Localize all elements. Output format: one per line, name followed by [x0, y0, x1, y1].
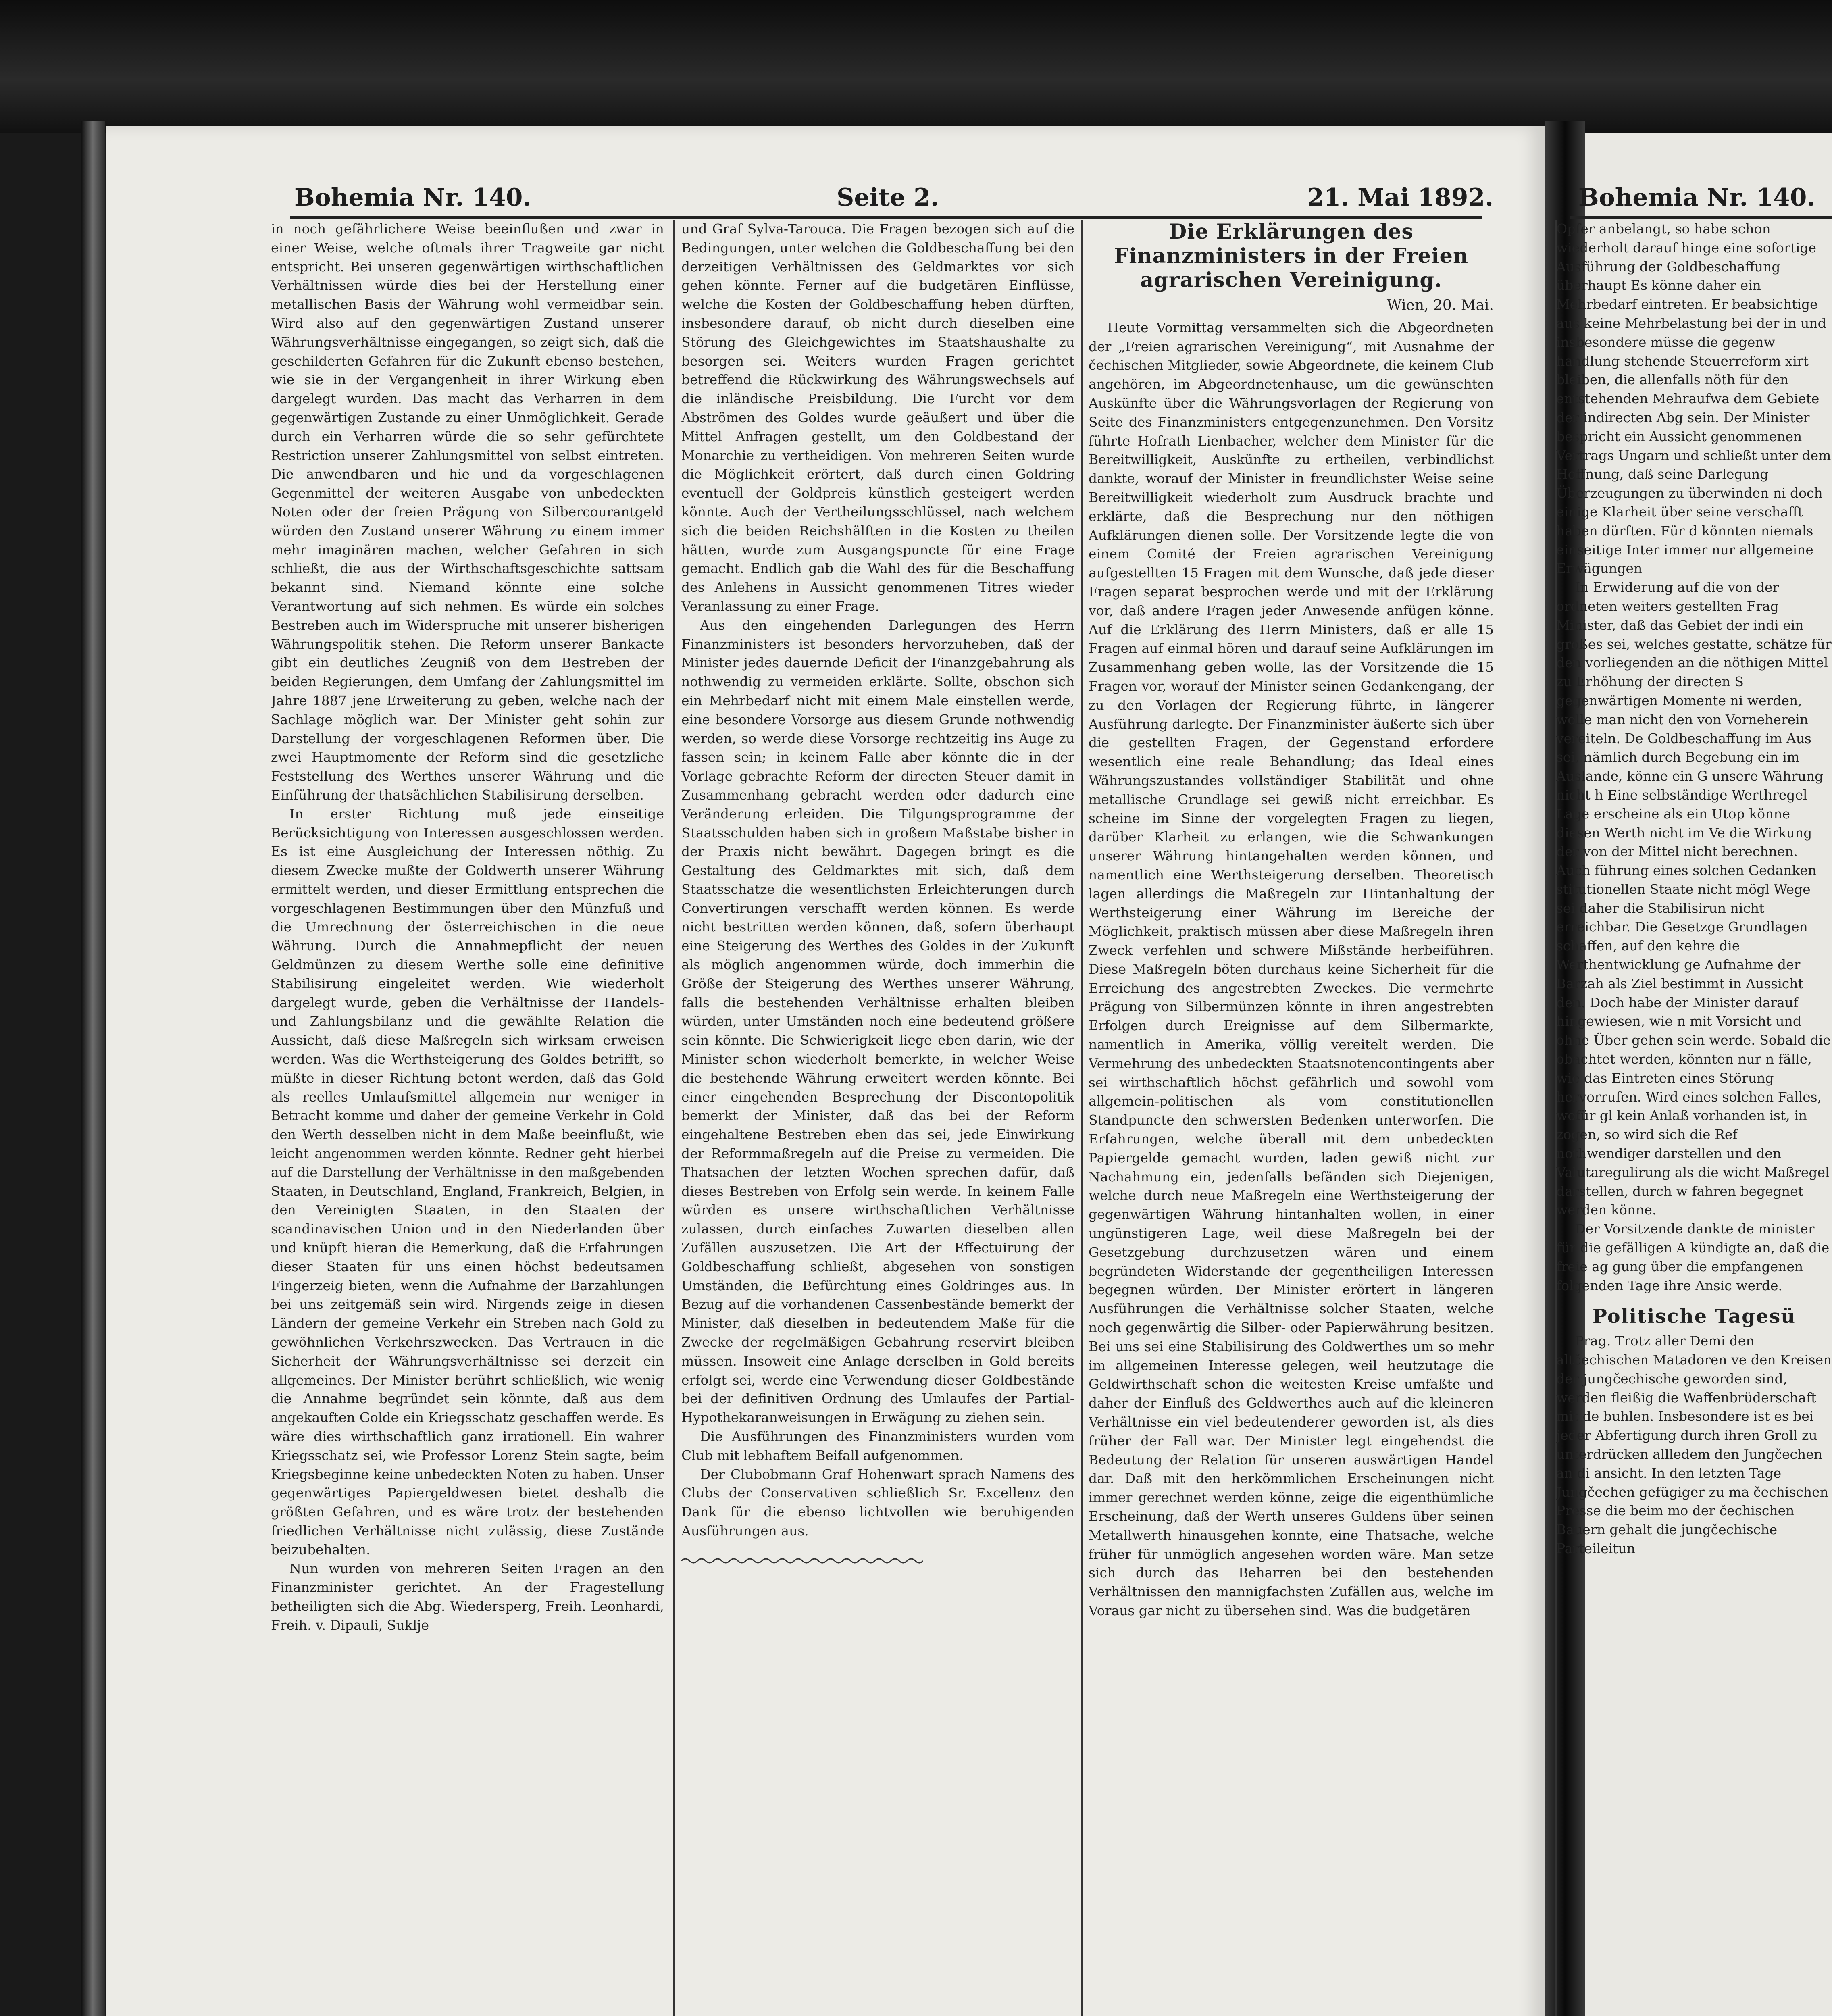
column-divider [673, 220, 675, 2016]
header-date: 21. Mai 1892. [1307, 183, 1494, 212]
paragraph: Der Vorsitzende dankte de minister für die gefälligen A kündigte an, daß die freie ag gung über die empfangenen folgenden Tage ihre Ansic werde. [1556, 1221, 1830, 1293]
column-divider [1081, 220, 1083, 2016]
header-page-number: Seite 2. [837, 183, 939, 212]
header-rule [290, 216, 1482, 219]
header-paper-name: Bohemia Nr. 140. [294, 183, 531, 212]
paragraph: Der Clubobmann Graf Hohenwart sprach Namens des Clubs der Conservativen schließlich Sr. Excellenz den Dank für die ebenso lichtvollen wie beruhigenden Ausführungen aus. [681, 1466, 1074, 1539]
paragraph: und Graf Sylva-Tarouca. Die Fragen bezogen sich auf die Bedingungen, unter welchen die Goldbeschaffung bei den derzeitigen Verhältnissen des Geldmarktes vor sich gehen könnte. Ferner auf die budgetären Einflüsse, welche die Kosten der Goldbeschaffung heben dürften, insbesondere darauf, ob nicht durch dieselben eine Störung des Gleichgewichtes im Staatshaushalte zu besorgen sei. Weiters wurden Fragen gerichtet betreffend die Rückwirkung des Währungswechsels auf die inländische Preisbildung. Die Furcht vor dem Abströmen des Goldes wurde geäußert und über die Mittel Anfragen gestellt, um den Goldbestand der Monarchie zu vertheidigen. Von mehreren Seiten wurde die Möglichkeit erörtert, daß durch einen Goldring eventuell der Goldpreis künstlich gesteigert werden könnte. Auch der Vertheilungsschlüssel, nach welchem sich die beiden Reichshälften in die Kosten zu theilen hätten, wurde zum Ausgangspuncte für eine Frage gemacht. Endlich gab die Wahl des für die Beschaffung des Anlehens in Aussicht genommenen Titres wieder Veranlassung zu einer Frage. [681, 221, 1074, 614]
article-dateline: Wien, 20. Mai. [1386, 297, 1494, 314]
section-heading: Politische Tagesü [1592, 1305, 1796, 1328]
paragraph: Die Ausführungen des Finanzministers wurden vom Club mit lebhaftem Beifall aufgenommen. [681, 1429, 1074, 1463]
paragraph: In Erwiderung auf die von der ordneten weiters gestellten Frag Minister, daß das Gebiet der indi ein großes sei, welches gestatte, schätze für den vorliegenden an die nöthigen Mittel zu Erhöhung der directen S gegenwärtigen Momente ni werden, wolle man nicht den von Vorneherein vereiteln. De Goldbeschaffung im Aus sei, nämlich durch Begebung ein im Auslande, könne ein G unsere Währung nicht h Eine selbständige Werthregel Lage erscheine als ein Utop könne diesen Werth nicht im Ve die Wirkung der von der Mittel nicht berechnen. Auch führung eines solchen Gedanken stitutionellen Staate nicht mögl Wege sei daher die Stabilisirun nicht erreichbar. Die Gesetzge Grundlagen schaffen, auf den kehre die Werthentwicklung ge Aufnahme der Barzah als Ziel bestimmt in Aussicht den. Doch habe der Minister darauf hingewiesen, wie n mit Vorsicht und ohne Über gehen sein werde. Sobald die obachtet werden, könnten nur n fälle, wie das Eintreten eines Störung hervorrufen. Wird eines solchen Falles, wofür gl kein Anlaß vorhanden ist, in zogen, so wird sich die Ref nothwendiger darstellen und den Valutaregulirung als die wicht Maßregel darstellen, durch w fahren begegnet werden könne. [1556, 579, 1832, 1218]
article-column-next-page [1556, 220, 1832, 2014]
book-edge [81, 121, 105, 2016]
paragraph: In erster Richtung muß jede einseitige Berücksichtigung von Interessen ausgeschlossen werden. Es ist eine Ausgleichung der Interessen nöthig. Zu diesem Zwecke mußte der Goldwerth unserer Währung ermittelt werden, und dieser Ermittlung entsprechen die vorgeschlagenen Bestimmungen über den Münzfuß und die Umrechnung der österreichischen in die neue Währung. Durch die Annahmepflicht der neuen Geldmünzen zu diesem Werthe solle eine definitive Stabilisirung eingeleitet werden. Wie wiederholt dargelegt wurde, geben die Verhältnisse der Handels- und Zahlungsbilanz und die gewählte Relation die Aussicht, daß diese Maßregeln sich wirksam erweisen werden. Was die Werthsteigerung des Goldes betrifft, so müßte in dieser Richtung betont werden, daß das Gold als reelles Umlaufsmittel allgemein nur weniger in Betracht komme und daher der gemeine Verkehr in Gold den Werth desselben nicht in dem Maße beeinflußt, wie leicht angenommen werden könnte. Redner geht hierbei auf die Darstellung der Verhältnisse in den maßgebenden Staaten, in Deutschland, England, Frankreich, Belgien, in den Vereinigten Staaten, in den Staaten der scandinavischen Union und in den Niederlanden über und knüpft hieran die Bemerkung, daß die Erfahrungen dieser Staaten für uns einen höchst bedeutsamen Fingerzeig bieten, wenn die Aufnahme der Barzahlungen bei uns zeitgemäß sein wird. Nirgends zeige in diesen Ländern der gemeine Verkehr ein Streben nach Gold zu gewöhnlichen Verkehrszwecken. Das Vertrauen in die Sicherheit der Währungsverhältnisse sei derzeit ein allgemeines. Der Minister berührt schließlich, wie wenig die Annahme begründet sein könnte, daß aus dem angekauften Golde ein Kriegsschatz geschaffen werde. Es wäre dies wirthschaftlich ganz irrationell. Ein wahrer Kriegsschatz sei, wie Professor Lorenz Stein sagte, beim Kriegsbeginne keine unbedeckten Noten zu haben. Unser gegenwärtiges Papiergeldwesen bietet deshalb die größten Gefahren, und es wäre trotz der bestehenden friedlichen Verhältnisse nicht zulässig, diese Zustände beizubehalten. [271, 806, 664, 1558]
paragraph: Opfer anbelangt, so habe schon wiederholt darauf hinge eine sofortige Ausführung der Goldbeschaffung überhaupt Es könne daher ein Mehrbedarf eintreten. Er beabsichtige aus keine Mehrbelastung bei der in und insbesondere müsse die gegenw handlung stehende Steuerreform xirt bleiben, die allenfalls nöth für den entstehenden Mehraufwa dem Gebiete der indirecten Abg sein. Der Minister bespricht ein Aussicht genommenen Vertrags Ungarn und schließt unter dem Hoffnung, daß seine Darlegung Überzeugungen zu überwinden ni doch einige Klarheit über seine verschafft haben dürften. Für d könnten niemals einseitige Inter immer nur allgemeine Erwägungen [1556, 221, 1831, 577]
paragraph: Heute Vormittag versammelten sich die Abgeordneten der „Freien agrarischen Vereinigung“, mit Ausnahme der čechischen Mitglieder, sowie Abgeordnete, die keinem Club angehören, im Abgeordnetenhause, um die gewünschten Auskünfte über die Währungsvorlagen der Regierung von Seite des Finanzministers entgegenzunehmen. Den Vorsitz führte Hofrath Lienbacher, welcher dem Minister für die Bereitwilligkeit, Auskünfte zu ertheilen, verbindlichst dankte, worauf der Minister in freundlichster Weise seine Bereitwilligkeit wiederholt zum Ausdruck brachte und erklärte, daß die Besprechung nur den nöthigen Aufklärungen dienen solle. Der Vorsitzende legte die von einem Comité der Freien agrarischen Vereinigung aufgestellten 15 Fragen mit dem Wunsche, daß jede dieser Fragen separat besprochen werde und mit der Erklärung vor, daß andere Fragen jeder Anwesende anfügen könne. Auf die Erklärung des Herrn Ministers, daß er alle 15 Fragen auf einmal hören und darauf seine Aufklärungen im Zusammenhang geben wolle, las der Vorsitzende die 15 Fragen vor, worauf der Minister seinen Gedankengang, der zu den Vorlagen der Regierung führte, in längerer Ausführung darlegte. Der Finanzminister äußerte sich über die gestellten Fragen, der Gegenstand erfordere wesentlich eine reale Behandlung; das Ideal eines Währungszustandes vollständiger Stabilität und ohne metallische Grundlage sei gewiß nicht erreichbar. Es scheine im Sinne der vorgelegten Fragen zu liegen, darüber Klarheit zu erlangen, wie die Schwankungen unserer Währung hintangehalten werden können, und namentlich eine Werthsteigerung derselben. Theoretisch lagen allerdings die Maßregeln zur Hintanhaltung der Werthsteigerung einer Währung im Bereiche der Möglichkeit, praktisch müssen aber diese Maßregeln ihren Zweck verfehlen und schwere Mißstände herbeiführen. Diese Maßregeln böten durchaus keine Sicherheit für die Erreichung des angestrebten Zweckes. Die vermehrte Prägung von Silbermünzen könnte in ihren angestrebten Erfolgen durch Ereignisse auf dem Silbermarkte, namentlich in Amerika, völlig vereitelt werden. Die Vermehrung des unbedeckten Staatsnotencontingents aber sei wirthschaftlich höchst gefährlich und sowohl vom allgemein-politischen als vom constitutionellen Standpuncte den schwersten Bedenken unterworfen. Die Erfahrungen, welche überall mit dem unbedeckten Papiergelde gemacht wurden, laden gewiß nicht zur Nachahmung ein, jedenfalls befänden sich Diejenigen, welche durch neue Maßregeln eine Werthsteigerung der gegenwärtigen Währung hintanhalten wollen, in einer ungünstigeren Lage, weil diese Maßregeln bei der Gesetzgebung durchzusetzen wären und einem begründeten Widerstande der gegentheiligen Interessen begegnen würden. Der Minister erörtert in längeren Ausführungen die Verhältnisse solcher Staaten, welche noch gegenwärtig die Silber- oder Papierwährung besitzen. Bei uns sei eine Stabilisirung des Goldwerthes um so mehr im allgemeinen Interesse gelegen, weil heutzutage die Geldwirthschaft schon die weitesten Kreise umfaßte und daher der Einfluß des Geldwerthes auch auf die kleineren Verhältnisse ein viel bedeutenderer geworden ist, als dies früher der Fall war. Der Minister legt eingehendst die Bedeutung der Relation für unseren auswärtigen Handel dar. Daß mit den herkömmlichen Erscheinungen nicht immer gerechnet werden könne, zeige die eigenthümliche Erscheinung, daß der Werth unseres Guldens über seinen Metallwerth hinausgehen konnte, eine Thatsache, welche früher für unmöglich angesehen worden wäre. Man setze sich durch das Beharren bei den bestehenden Verhältnissen den mannigfachsten Zufällen aus, welche im Voraus gar nicht zu übersehen sind. Was die budgetären [1089, 319, 1494, 1618]
article-column-1 [271, 220, 664, 2014]
paragraph: Prag. Trotz aller Demi den altčechischen Matadoren ve den Kreisen der jungčechische geworden sind, werden fleißig die Waffenbrüderschaft mit de buhlen. Insbesondere ist es bei jeder Abfertigung durch ihren Groll zu unterdrücken allledem den Jungčechen an di ansicht. In den letzten Tage Jungčechen gefügiger zu ma čechischen Presse die beim mo der čechischen Bauern gehalt die jungčechische Parteileitun [1556, 1333, 1832, 1556]
article-column-3 [1089, 220, 1494, 2014]
section-end-ornament [681, 1557, 923, 1565]
header-rule-next [1570, 216, 1832, 219]
paragraph: in noch gefährlichere Weise beeinflußen und zwar in einer Weise, welche oftmals ihrer Tragweite gar nicht entspricht. Bei unseren gegenwärtigen wirthschaftlichen Verhältnissen würde dies bei der Herstellung einer metallischen Basis der Währung wohl vermeidbar sein. Wird also auf den gegenwärtigen Zustand unserer Währungsverhältnisse eingegangen, so zeigt sich, daß die geschilderten Gefahren für die Zukunft ebenso bestehen, wie sie in der Vergangenheit in ihrer Wirkung eben dargelegt wurden. Das macht das Verharren in dem gegenwärtigen Zustande zu einer Unmöglichkeit. Gerade durch ein Verharren würde die so sehr gefürchtete Restriction unserer Zahlungsmittel von selbst eintreten. Die anwendbaren und hie und da vorgeschlagenen Gegenmittel der weiteren Ausgabe von unbedeckten Noten oder der freien Prägung von Silbercourantgeld würden den Zustand unserer Währung zu einem immer mehr imaginären machen, welcher Gefahren in sich schließt, die aus der Wirthschaftsgeschichte sattsam bekannt sind. Niemand könnte eine solche Verantwortung auf sich nehmen. Es würde ein solches Bestreben auch im Widerspruche mit unserer bisherigen Währungspolitik stehen. Die Reform unserer Bankacte gibt ein deutliches Zeugniß von dem Bestreben der beiden Regierungen, dem Umfang der Zahlungsmittel im Jahre 1887 jene Erweiterung zu geben, welche nach der Sachlage möglich war. Der Minister geht sohin zur Darstellung der vorgeschlagenen Reformen über. Die zwei Hauptmomente der Reform sind die gesetzliche Feststellung des Werthes unserer Währung und die Einführung der thatsächlichen Stabilisirung derselben. [271, 221, 664, 803]
paragraph: Aus den eingehenden Darlegungen des Herrn Finanzministers ist besonders hervorzuheben, daß der Minister jedes dauernde Deficit der Finanzgebahrung als nothwendig zu vermeiden erklärte. Sollte, obschon sich ein Mehrbedarf nicht mit einem Male einstellen werde, eine besondere Vorsorge aus diesem Grunde nothwendig werden, so werde diese Vorsorge rechtzeitig ins Auge zu fassen sein; in keinem Falle aber könnte die in der Vorlage gebrachte Reform der directen Steuer damit in Zusammenhang gebracht werden oder dadurch eine Veränderung erleiden. Die Tilgungsprogramme der Staatsschulden haben sich in großem Maßstabe bisher in der Praxis nicht bewährt. Dagegen bringt es die Gestaltung des Geldmarktes mit sich, daß dem Staatsschatze die wesentlichsten Erleichterungen durch Convertirungen verschafft werden können. Es werde nicht bestritten werden können, daß, sofern überhaupt eine Steigerung des Werthes des Goldes in der Zukunft als möglich angenommen würde, doch immerhin die Größe der Steigerung des Werthes unserer Währung, falls die bestehenden Verhältnisse erhalten bleiben würden, unter Umständen noch eine bedeutend größere sein könnte. Die Schwierigkeit liege eben darin, wie der Minister schon wiederholt bemerkte, in welcher Weise die bestehende Währung erweitert werden könnte. Bei einer eingehenden Besprechung der Discontopolitik bemerkt der Minister, daß das bei der Reform eingehaltene Bestreben eben das sei, jede Einwirkung der Reformmaßregeln auf die Preise zu vermeiden. Die Thatsachen der letzten Wochen sprechen dafür, daß dieses Bestreben von Erfolg sein werde. In keinem Falle würden es unsere wirthschaftlichen Verhältnisse zulassen, durch einfaches Zuwarten dieselben allen Zufällen auszusetzen. Die Art der Effectuirung der Goldbeschaffung schließt, abgesehen von sonstigen Umständen, die Befürchtung eines Goldringes aus. In Bezug auf die vorhandenen Cassenbestände bemerkt der Minister, daß dieselben in bedeutendem Maße für die Zwecke der regelmäßigen Gebahrung reservirt bleiben müssen. Insoweit eine Anlage derselben in Gold bereits erfolgt sei, werde eine Verwendung dieser Goldbestände bei der definitiven Ordnung des Umlaufes der Partial-Hypothekaranweisungen in Erwägung zu ziehen sein. [681, 617, 1074, 1426]
microfilm-border-top [0, 0, 1832, 133]
header-next-paper-name: Bohemia Nr. 140. [1578, 183, 1815, 212]
paragraph: Nun wurden von mehreren Seiten Fragen an den Finanzminister gerichtet. An der Fragestellung betheiligten sich die Abg. Wiedersperg, Freih. Leonhardi, Freih. v. Dipauli, Suklje [271, 1560, 664, 1633]
article-title: Die Erklärungen des Finanzministers in der Freien agrarischen Vereinigung. [1114, 220, 1469, 292]
article-column-2 [681, 220, 1074, 2014]
